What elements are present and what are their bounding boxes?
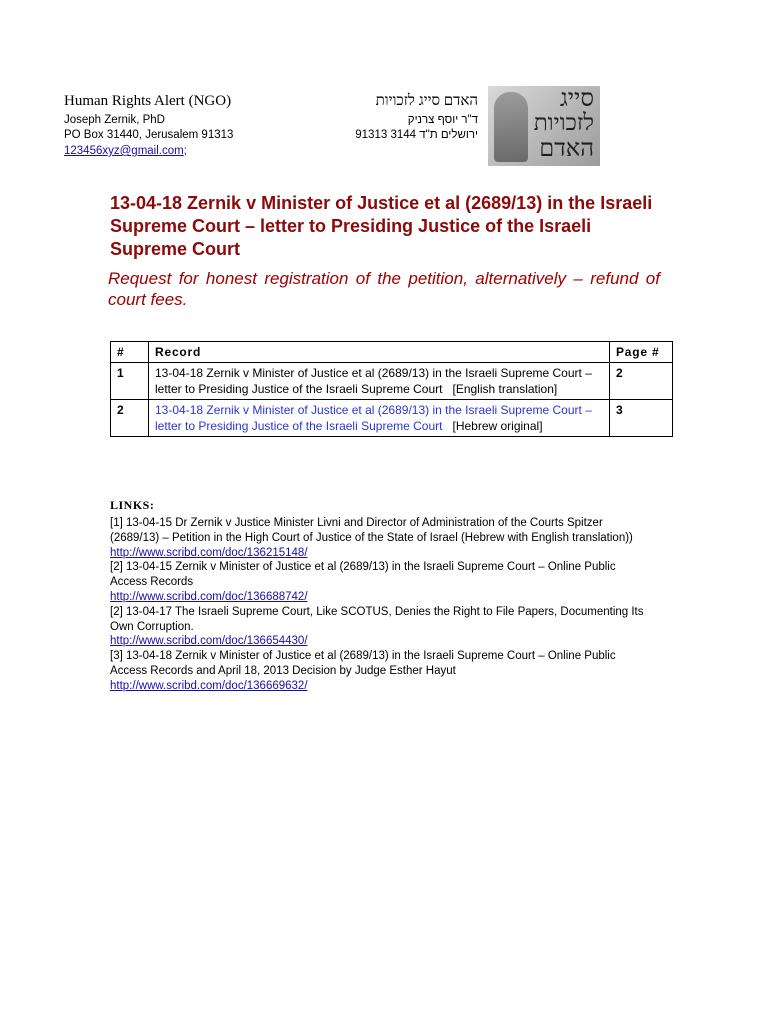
link-url[interactable]: http://www.scribd.com/doc/136669632/ <box>110 679 308 692</box>
link-description: [2] 13-04-17 The Israeli Supreme Court, Like SCOTUS, Denies the Right to File Papers, Documenting Its Own Corruption. <box>110 605 644 633</box>
hebrew-org-name: האדם סייג לזכויות <box>375 93 478 109</box>
logo-line-1: סייג <box>559 86 594 112</box>
row-page: 2 <box>610 363 673 400</box>
organization-logo <box>488 86 600 166</box>
email-suffix: ; <box>183 145 187 157</box>
link-description: [1] 13-04-15 Dr Zernik v Justice Minister Livni and Director of Administration of the Courts Spitzer (2689/13) – Petition in the High Court of Justice of the State of Israel (Hebrew with English translation)) <box>110 517 633 544</box>
logo-figure <box>494 92 528 162</box>
author-name: Joseph Zernik, PhD <box>64 114 165 126</box>
row-record <box>149 363 610 400</box>
row-num: 1 <box>111 363 149 400</box>
logo-line-3: האדם <box>539 136 594 162</box>
header-record: Record <box>149 342 610 363</box>
record-note: [Hebrew original] <box>452 419 543 433</box>
document-title: 13-04-18 Zernik v Minister of Justice et al (2689/13) in the Israeli Supreme Court – letter to Presiding Justice of the Israeli Supreme Court <box>110 193 653 259</box>
table-row <box>111 363 673 400</box>
hebrew-author-name: ד"ר יוסף צרניק <box>407 114 478 126</box>
header-page: Page # <box>610 342 673 363</box>
row-num: 2 <box>111 400 149 437</box>
link-description: [2] 13-04-15 Zernik v Minister of Justice et al (2689/13) in the Israeli Supreme Court – Online Public Access Records <box>110 561 616 589</box>
email-link[interactable]: 123456xyz@gmail.com <box>64 145 184 157</box>
email-line <box>64 143 187 159</box>
link-url[interactable]: http://www.scribd.com/doc/136688742/ <box>110 590 308 603</box>
row-page: 3 <box>610 400 673 437</box>
records-table <box>110 341 673 437</box>
logo-line-2: לזכויות <box>533 110 594 135</box>
row-record <box>149 400 610 437</box>
links-list <box>110 516 650 694</box>
document-subtitle: Request for honest registration of the petition, alternatively – refund of court fees. <box>108 269 660 309</box>
postal-address: PO Box 31440, Jerusalem 91313 <box>64 129 234 141</box>
table-row <box>111 400 673 437</box>
table-header-row <box>111 342 673 363</box>
link-url[interactable]: http://www.scribd.com/doc/136215148/ <box>110 546 308 559</box>
record-note: [English translation] <box>452 382 558 396</box>
org-name: Human Rights Alert (NGO) <box>64 93 232 109</box>
link-url[interactable]: http://www.scribd.com/doc/136654430/ <box>110 635 308 648</box>
links-heading: LINKS: <box>110 498 155 512</box>
record-link-text[interactable]: 13-04-18 Zernik v Minister of Justice et al (2689/13) in the Israeli Supreme Court – letter to Presiding Justice of the Israeli Supreme Court <box>155 403 592 433</box>
hebrew-address: ירושלים ת"ד 3144 91313 <box>355 129 478 141</box>
link-description: [3] 13-04-18 Zernik v Minister of Justice et al (2689/13) in the Israeli Supreme Court – Online Public Access Records and April 18, 2013 Decision by Judge Esther Hayut <box>110 650 616 677</box>
header-num: # <box>111 342 149 363</box>
record-text: 13-04-18 Zernik v Minister of Justice et al (2689/13) in the Israeli Supreme Court – letter to Presiding Justice of the Israeli Supreme Court <box>155 366 592 396</box>
